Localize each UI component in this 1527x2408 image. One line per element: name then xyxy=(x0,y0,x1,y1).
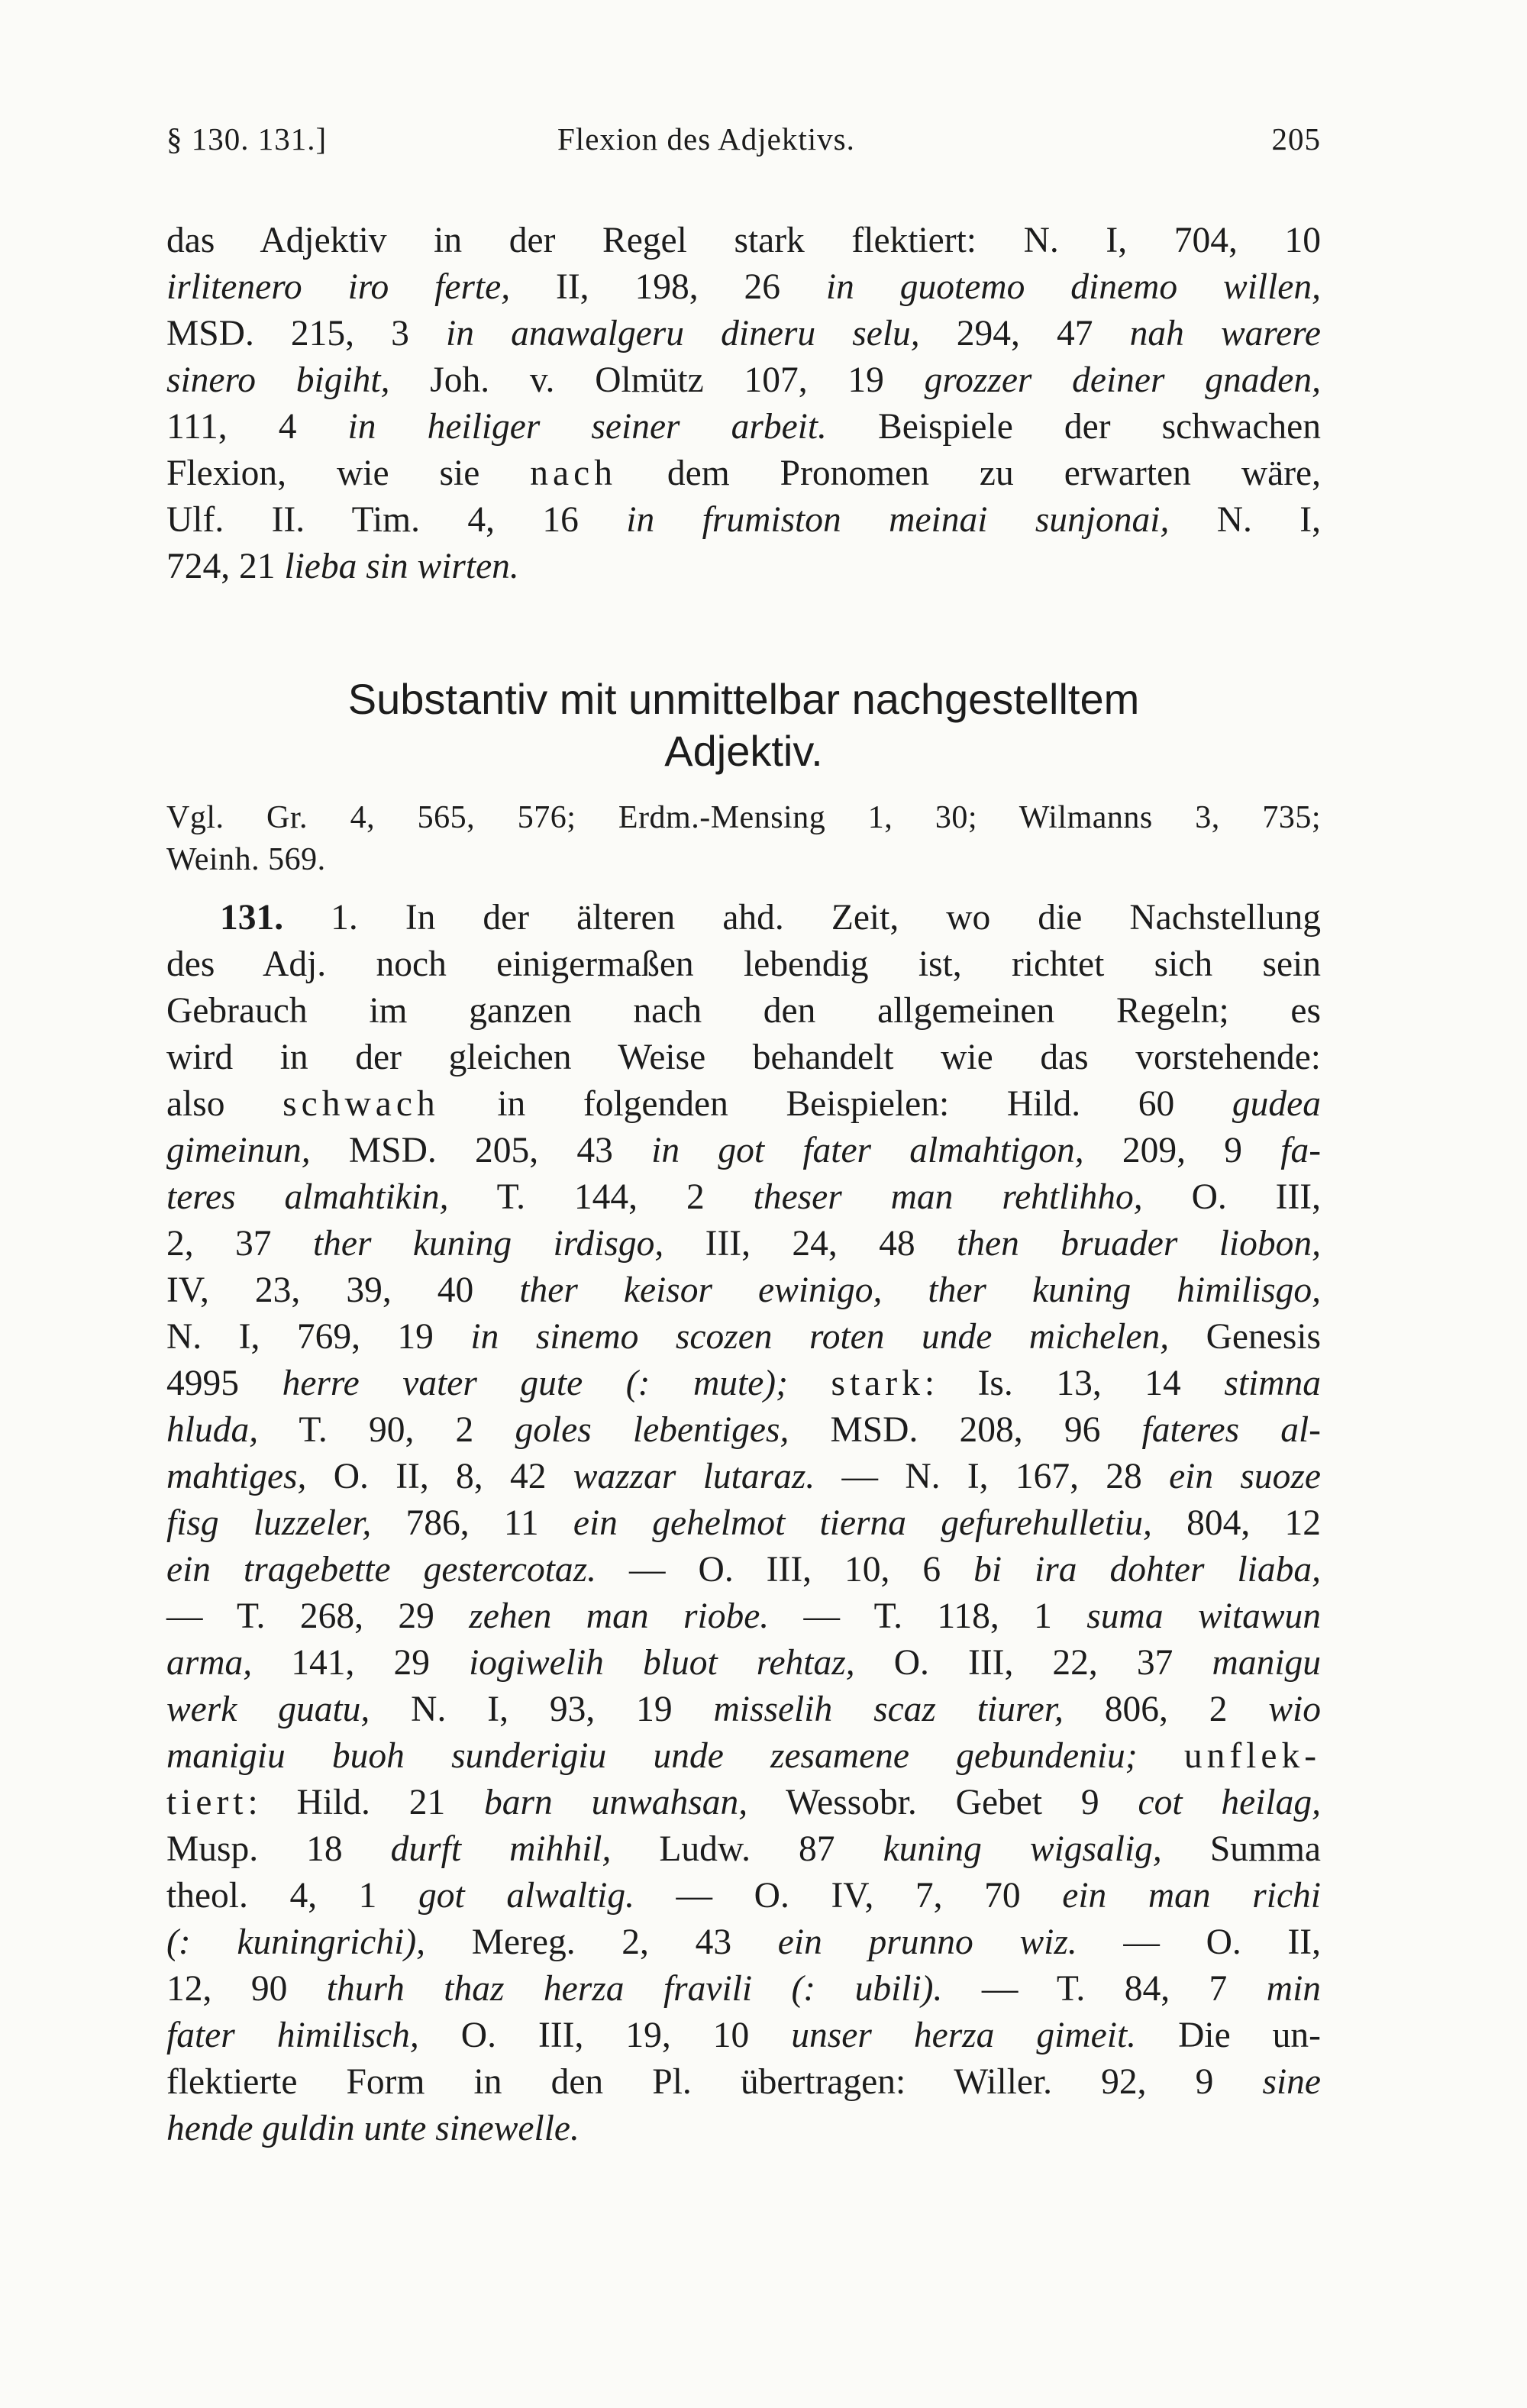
page-number: 205 xyxy=(1271,121,1321,157)
body-text-line: IV, 23, 39, 40 ther keisor ewinigo, ther kuning himilisgo, xyxy=(166,1270,1321,1310)
body-text-line: gimeinun, MSD. 205, 43 in got fater almahtigon, 209, 9 fa- xyxy=(166,1131,1322,1170)
literature-references xyxy=(166,797,1321,881)
body-text-line: teres almahtikin, T. 144, 2 theser man rehtlihho, O. III, xyxy=(166,1177,1321,1217)
section-reference: § 130. 131.] xyxy=(166,121,328,157)
body-text-line: also schwach in folgenden Beispielen: Hild. 60 gudea xyxy=(166,1084,1322,1124)
body-text-line: irlitenero iro ferte, II, 198, 26 in guotemo dinemo willen, xyxy=(166,267,1321,307)
body-text-line: manigiu buoh sunderigiu unde zesamene gebundeniu; unflek- xyxy=(166,1736,1322,1776)
heading-line: Substantiv mit unmittelbar nachgestelltem xyxy=(347,675,1140,723)
body-text-line: 12, 90 thurh thaz herza fravili (: ubili). — T. 84, 7 min xyxy=(166,1969,1322,2009)
body-text-line: ein tragebette gestercotaz. — O. III, 10, 6 bi ira dohter liaba, xyxy=(166,1550,1321,1590)
body-text-line: tiert: Hild. 21 barn unwahsan, Wessobr. Gebet 9 cot heilag, xyxy=(166,1783,1321,1822)
body-text-line: (: kuningrichi), Mereg. 2, 43 ein prunno wiz. — O. II, xyxy=(166,1922,1321,1962)
body-text-line: 724, 21 lieba sin wirten. xyxy=(166,547,519,586)
body-text-line: 2, 37 ther kuning irdisgo, III, 24, 48 then bruader liobon, xyxy=(166,1224,1321,1264)
body-text-line: Gebrauch im ganzen nach den allgemeinen Regeln; es xyxy=(166,991,1321,1031)
body-text-line: — T. 268, 29 zehen man riobe. — T. 118, 1 suma witawun xyxy=(166,1596,1321,1636)
paragraph-131 xyxy=(166,895,1321,2152)
body-text-line: flektierte Form in den Pl. übertragen: Willer. 92, 9 sine xyxy=(166,2062,1321,2102)
literature-line: Vgl. Gr. 4, 565, 576; Erdm.-Mensing 1, 30; Wilmanns 3, 735; xyxy=(166,800,1321,835)
body-text-line: wird in der gleichen Weise behandelt wie das vorstehende: xyxy=(166,1038,1321,1077)
body-text-line: fisg luzzeler, 786, 11 ein gehelmot tierna gefurehulletiu, 804, 12 xyxy=(166,1503,1321,1543)
body-text-line: 111, 4 in heiliger seiner arbeit. Beispiele der schwachen xyxy=(166,407,1321,447)
body-text-line: hende guldin unte sinewelle. xyxy=(166,2109,579,2148)
running-head xyxy=(166,121,1321,166)
body-text-line: hluda, T. 90, 2 goles lebentiges, MSD. 208, 96 fateres al- xyxy=(166,1410,1321,1450)
body-text-line: mahtiges, O. II, 8, 42 wazzar lutaraz. — N. I, 167, 28 ein suoze xyxy=(166,1457,1321,1496)
body-text-line: 131. 1. In der älteren ahd. Zeit, wo die Nachstellung xyxy=(220,898,1321,938)
body-text-line: Ulf. II. Tim. 4, 16 in frumiston meinai sunjonai, N. I, xyxy=(166,500,1321,540)
body-text-line: 4995 herre vater gute (: mute); stark: Is. 13, 14 stimna xyxy=(166,1364,1322,1403)
heading-line: Adjektiv. xyxy=(664,727,823,775)
body-text-line: das Adjektiv in der Regel stark flektiert: N. I, 704, 10 xyxy=(166,221,1321,260)
body-text-line: arma, 141, 29 iogiwelih bluot rehtaz, O. III, 22, 37 manigu xyxy=(166,1643,1322,1683)
literature-line: Weinh. 569. xyxy=(166,842,326,877)
body-text-line: Musp. 18 durft mihhil, Ludw. 87 kuning wigsalig, Summa xyxy=(166,1829,1321,1869)
chapter-title: Flexion des Adjektivs. xyxy=(557,121,855,157)
body-text-line: des Adj. noch einigermaßen lebendig ist, richtet sich sein xyxy=(166,944,1321,984)
section-heading xyxy=(166,673,1321,777)
body-text-line: sinero bigiht, Joh. v. Olmütz 107, 19 grozzer deiner gnaden, xyxy=(166,360,1321,400)
body-text-line: Flexion, wie sie nach dem Pronomen zu erwarten wäre, xyxy=(166,454,1321,493)
body-text-line: N. I, 769, 19 in sinemo scozen roten unde michelen, Genesis xyxy=(166,1317,1322,1357)
body-text-line: theol. 4, 1 got alwaltig. — O. IV, 7, 70 ein man richi xyxy=(166,1876,1322,1916)
body-text-line: werk guatu, N. I, 93, 19 misselih scaz tiurer, 806, 2 wio xyxy=(166,1690,1322,1729)
body-text-line: fater himilisch, O. III, 19, 10 unser herza gimeit. Die un- xyxy=(166,2016,1321,2055)
paragraph-continuation xyxy=(166,218,1321,590)
body-text-line: MSD. 215, 3 in anawalgeru dineru selu, 294, 47 nah warere xyxy=(166,314,1322,353)
